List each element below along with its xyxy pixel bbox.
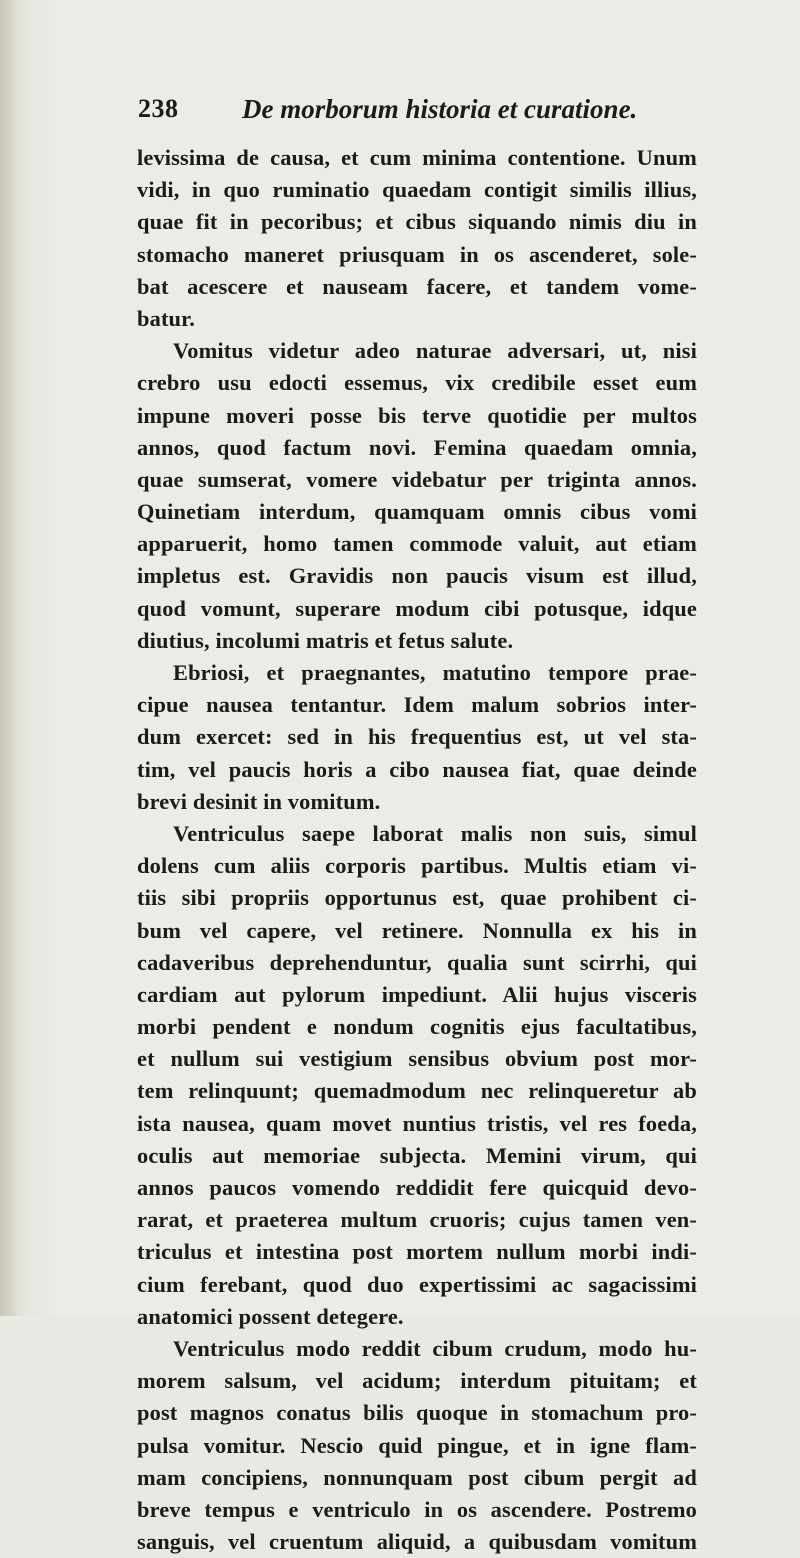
text-line: batur. xyxy=(137,305,195,331)
text-line: Ventriculus modo reddit cibum crudum, modo hu- xyxy=(173,1335,697,1361)
text-line: post magnos conatus bilis quoque in stomachum pro- xyxy=(137,1400,697,1426)
text-line: tiis sibi propriis opportunus est, quae prohibent ci- xyxy=(137,885,697,911)
text-line: triculus et intestina post mortem nullum morbi indi- xyxy=(137,1239,697,1265)
text-line: bum vel capere, vel retinere. Nonnulla ex his in xyxy=(137,917,697,943)
text-line: Vomitus videtur adeo naturae adversari, ut, nisi xyxy=(173,338,697,364)
text-line: cardiam aut pylorum impediunt. Alii hujus visceris xyxy=(137,981,697,1007)
text-line: annos, quod factum novi. Femina quaedam omnia, xyxy=(137,434,697,460)
text-line: impune moveri posse bis terve quotidie per multos xyxy=(137,402,697,428)
text-line: Ebriosi, et praegnantes, matutino tempore prae- xyxy=(173,660,697,685)
text-line: oculis aut memoriae subjecta. Memini virum, qui xyxy=(137,1142,697,1168)
page-number: 238 xyxy=(138,94,179,123)
text-line: impletus est. Gravidis non paucis visum est illud, xyxy=(137,563,697,589)
text-line: cadaveribus deprehenduntur, qualia sunt scirrhi, qui xyxy=(137,949,697,975)
text-line: Ventriculus saepe laborat malis non suis, simul xyxy=(173,820,697,846)
body-text xyxy=(137,142,697,1558)
text-line: vidi, in quo ruminatio quaedam contigit similis illius, xyxy=(137,177,697,203)
text-line: sanguis, vel cruentum aliquid, a quibusdam vomitum xyxy=(137,1529,697,1555)
text-line: quod vomunt, superare modum cibi potusque, idque xyxy=(137,595,697,621)
text-line: bat acescere et nauseam facere, et tandem vome- xyxy=(137,273,697,299)
text-line: Quinetiam interdum, quamquam omnis cibus vomi xyxy=(137,499,697,525)
text-line: rarat, et praeterea multum cruoris; cujus tamen ven- xyxy=(137,1207,697,1233)
text-line: cipue nausea tentantur. Idem malum sobrios inter- xyxy=(137,692,697,718)
text-line: tem relinquunt; quemadmodum nec relinqueretur ab xyxy=(137,1078,697,1104)
text-line: anatomici possent detegere. xyxy=(137,1303,404,1329)
text-line: et nullum sui vestigium sensibus obvium post mor- xyxy=(137,1046,697,1072)
running-title: De morborum historia et curatione. xyxy=(242,94,638,124)
text-line: cium ferebant, quod duo expertissimi ac sagacissimi xyxy=(137,1271,697,1297)
gutter-shadow xyxy=(0,0,18,1316)
text-line: morem salsum, vel acidum; interdum pituitam; et xyxy=(137,1368,697,1394)
text-line: diutius, incolumi matris et fetus salute. xyxy=(137,627,514,653)
text-line: ista nausea, quam movet nuntius tristis, vel res foeda, xyxy=(137,1110,697,1136)
text-line: crebro usu edocti essemus, vix credibile esset eum xyxy=(137,370,697,396)
text-line: quae fit in pecoribus; et cibus siquando nimis diu in xyxy=(137,209,697,235)
text-line: mam concipiens, nonnunquam post cibum pergit ad xyxy=(137,1464,697,1490)
text-line: quae sumserat, vomere videbatur per triginta annos. xyxy=(137,466,697,492)
text-line: stomacho maneret priusquam in os ascenderet, sole- xyxy=(137,241,697,267)
text-line: brevi desinit in vomitum. xyxy=(137,788,381,814)
text-line: dolens cum aliis corporis partibus. Multis etiam vi- xyxy=(137,853,697,879)
text-line: tim, vel paucis horis a cibo nausea fiat, quae deinde xyxy=(137,756,697,782)
text-line: pulsa vomitur. Nescio quid pingue, et in igne flam- xyxy=(137,1432,697,1458)
text-line: morbi pendent e nondum cognitis ejus facultatibus, xyxy=(137,1014,697,1040)
text-line: breve tempus e ventriculo in os ascendere. Postremo xyxy=(137,1496,697,1522)
text-line: annos paucos vomendo reddidit fere quicquid devo- xyxy=(137,1175,697,1200)
text-line: apparuerit, homo tamen commode valuit, aut etiam xyxy=(137,531,697,557)
text-line: levissima de causa, et cum minima contentione. Unum xyxy=(137,145,697,170)
page-header xyxy=(138,94,698,128)
text-line: dum exercet: sed in his frequentius est, ut vel sta- xyxy=(137,724,697,750)
